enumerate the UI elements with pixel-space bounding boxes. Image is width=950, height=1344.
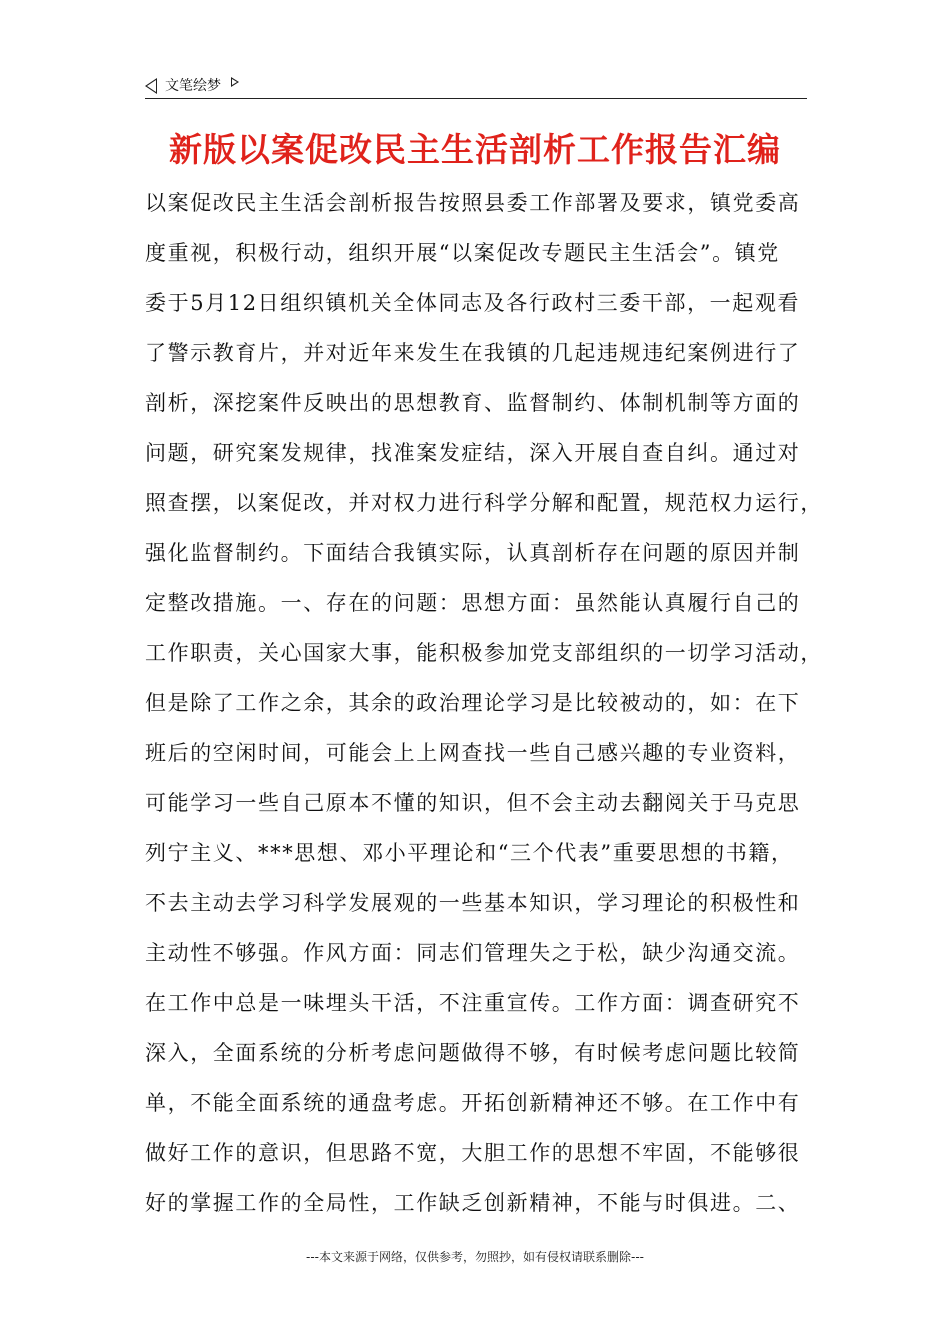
body-line: 深入，全面系统的分析考虑问题做得不够，有时候考虑问题比较简 — [145, 1041, 801, 1065]
body-line: 可能学习一些自己原本不懂的知识，但不会主动去翻阅关于马克思 — [145, 791, 801, 815]
left-triangle-icon — [145, 78, 157, 94]
body-line: 但是除了工作之余，其余的政治理论学习是比较被动的，如：在下 — [145, 691, 801, 715]
page-footer: ---本文来源于网络，仅供参考，勿照抄，如有侵权请联系删除--- — [306, 1250, 644, 1264]
document-title: 新版以案促改民主生活剖析工作报告汇编 — [169, 130, 781, 169]
body-line: 问题，研究案发规律，找准案发症结，深入开展自查自纠。通过对 — [145, 441, 801, 465]
body-line: 主动性不够强。作风方面：同志们管理失之于松，缺少沟通交流。 — [145, 941, 801, 965]
body-line: 剖析，深挖案件反映出的思想教育、监督制约、体制机制等方面的 — [145, 391, 801, 415]
page-header — [145, 74, 807, 99]
body-line: 工作职责，关心国家大事，能积极参加党支部组织的一切学习活动， — [145, 641, 823, 665]
body-line: 委于5月12日组织镇机关全体同志及各行政村三委干部，一起观看 — [145, 291, 801, 315]
body-line: 好的掌握工作的全局性，工作缺乏创新精神，不能与时俱进。二、 — [145, 1191, 801, 1215]
body-line: 了警示教育片，并对近年来发生在我镇的几起违规违纪案例进行了 — [145, 341, 801, 365]
body-line: 度重视，积极行动，组织开展“以案促改专题民主生活会”。镇党 — [145, 241, 780, 265]
body-line: 定整改措施。一、存在的问题：思想方面：虽然能认真履行自己的 — [145, 591, 801, 615]
header-brand: 文笔绘梦 — [165, 78, 221, 94]
body-line: 做好工作的意识，但思路不宽，大胆工作的思想不牢固，不能够很 — [145, 1141, 801, 1165]
body-line: 不去主动去学习科学发展观的一些基本知识，学习理论的积极性和 — [145, 891, 801, 915]
document-body — [145, 178, 823, 1228]
body-line: 强化监督制约。下面结合我镇实际，认真剖析存在问题的原因并制 — [145, 541, 801, 565]
body-line: 单，不能全面系统的通盘考虑。开拓创新精神还不够。在工作中有 — [145, 1091, 801, 1115]
body-line: 班后的空闲时间，可能会上上网查找一些自己感兴趣的专业资料， — [145, 741, 801, 765]
body-line: 照查摆，以案促改，并对权力进行科学分解和配置，规范权力运行， — [145, 491, 823, 515]
body-line: 在工作中总是一味埋头干活，不注重宣传。工作方面：调查研究不 — [145, 991, 801, 1015]
body-line: 列宁主义、***思想、邓小平理论和“三个代表”重要思想的书籍， — [145, 841, 794, 865]
right-triangle-icon — [231, 77, 239, 87]
body-line: 以案促改民主生活会剖析报告按照县委工作部署及要求，镇党委高 — [145, 191, 801, 215]
